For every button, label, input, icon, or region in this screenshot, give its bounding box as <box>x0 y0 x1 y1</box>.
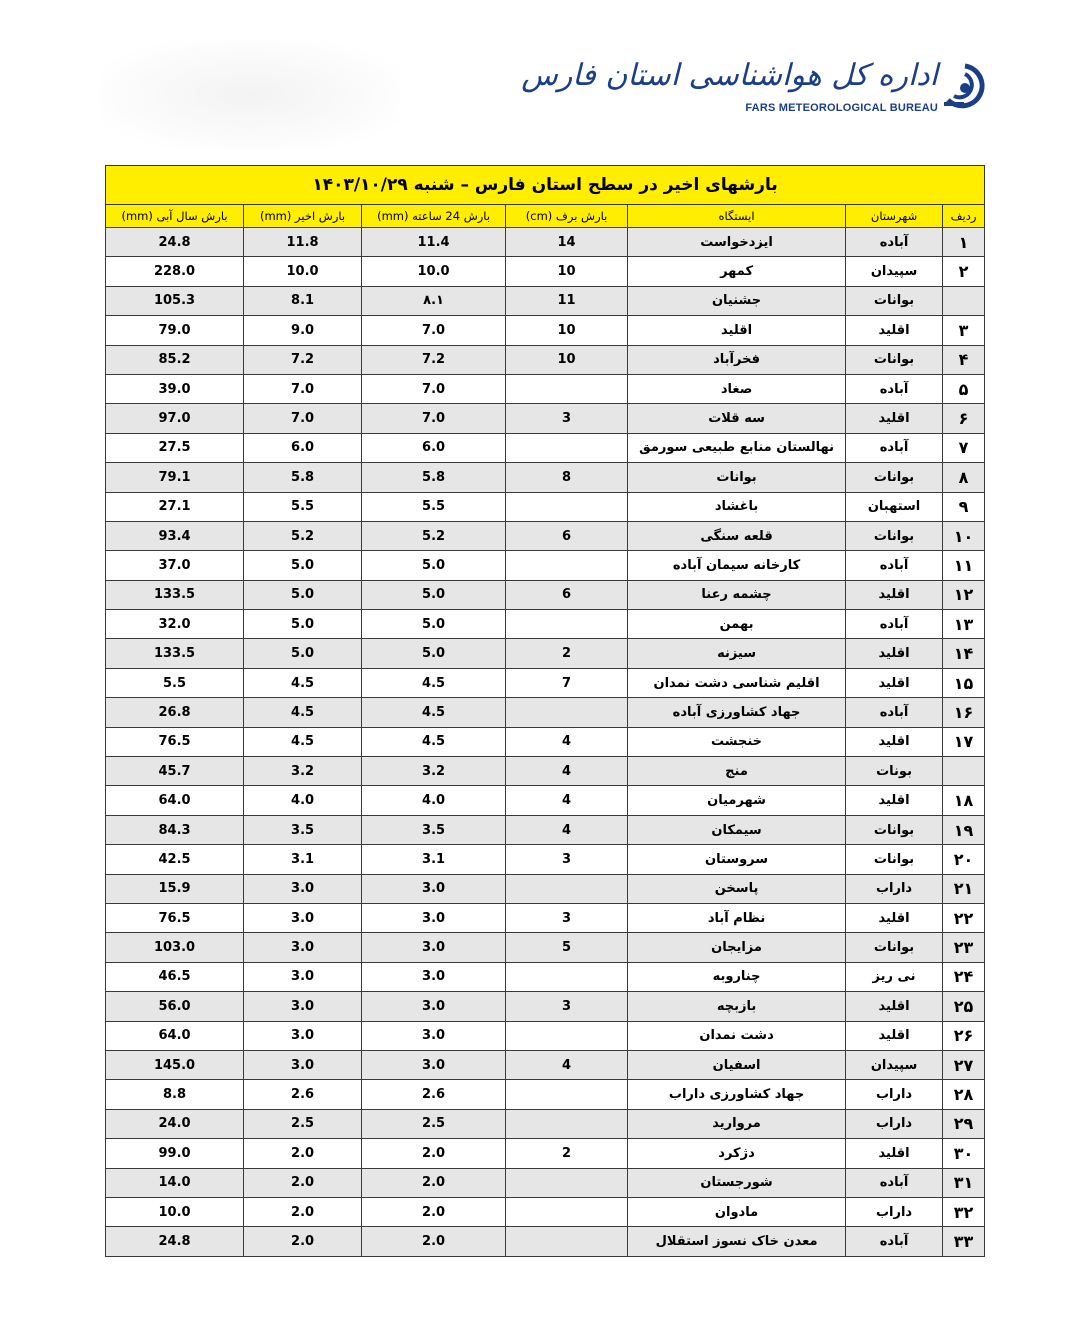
water-year-rain-cell: 26.8 <box>106 698 244 727</box>
snow-cell <box>506 374 628 403</box>
recent-rain-cell: 4.5 <box>244 727 362 756</box>
row-number: ۲۷ <box>943 1050 985 1079</box>
county-cell: آباده <box>846 1227 943 1257</box>
recent-rain-cell: 8.1 <box>244 286 362 315</box>
header-station: ایستگاه <box>628 205 846 228</box>
water-year-rain-cell: 97.0 <box>106 404 244 433</box>
row-number <box>943 757 985 786</box>
rainfall-table <box>105 165 985 1257</box>
row-number: ۳۰ <box>943 1139 985 1168</box>
recent-rain-cell: 2.6 <box>244 1080 362 1109</box>
snow-cell: 11 <box>506 286 628 315</box>
table-row <box>106 463 985 492</box>
rain-24h-cell: 7.0 <box>362 404 506 433</box>
county-cell: بوانات <box>846 286 943 315</box>
water-year-rain-cell: 99.0 <box>106 1139 244 1168</box>
water-year-rain-cell: 32.0 <box>106 610 244 639</box>
table-row <box>106 845 985 874</box>
recent-rain-cell: 3.0 <box>244 1021 362 1050</box>
row-number: ۳۲ <box>943 1197 985 1226</box>
header-county: شهرستان <box>846 205 943 228</box>
county-cell: اقلید <box>846 580 943 609</box>
row-number: ۲۶ <box>943 1021 985 1050</box>
water-year-rain-cell: 27.1 <box>106 492 244 521</box>
row-number: ۲۹ <box>943 1109 985 1138</box>
recent-rain-cell: 3.0 <box>244 903 362 932</box>
row-number: ۱۳ <box>943 610 985 639</box>
county-cell: اقلید <box>846 786 943 815</box>
water-year-rain-cell: 45.7 <box>106 757 244 786</box>
table-row <box>106 433 985 462</box>
snow-cell: 4 <box>506 1050 628 1079</box>
county-cell: داراب <box>846 1080 943 1109</box>
station-cell: اسفیان <box>628 1050 846 1079</box>
row-number: ۲۱ <box>943 874 985 903</box>
snow-cell <box>506 610 628 639</box>
county-cell: استهبان <box>846 492 943 521</box>
snow-cell: 3 <box>506 903 628 932</box>
recent-rain-cell: 5.8 <box>244 463 362 492</box>
water-year-rain-cell: 93.4 <box>106 521 244 550</box>
station-cell: ایزدخواست <box>628 228 846 257</box>
table-row <box>106 757 985 786</box>
rain-24h-cell: 5.2 <box>362 521 506 550</box>
table-row <box>106 492 985 521</box>
snow-cell <box>506 874 628 903</box>
snow-cell: 14 <box>506 228 628 257</box>
snow-cell: 4 <box>506 727 628 756</box>
recent-rain-cell: 3.1 <box>244 845 362 874</box>
row-number: ۱۹ <box>943 815 985 844</box>
county-cell: آباده <box>846 228 943 257</box>
snow-cell: 8 <box>506 463 628 492</box>
station-cell: شورجستان <box>628 1168 846 1197</box>
station-cell: دژکرد <box>628 1139 846 1168</box>
header-row-number: ردیف <box>943 205 985 228</box>
water-year-rain-cell: 133.5 <box>106 639 244 668</box>
rain-24h-cell: 4.5 <box>362 698 506 727</box>
table-row <box>106 1139 985 1168</box>
row-number: ۱۴ <box>943 639 985 668</box>
row-number: ۱۶ <box>943 698 985 727</box>
table-row <box>106 551 985 580</box>
rain-24h-cell: 5.0 <box>362 551 506 580</box>
rain-24h-cell: 2.0 <box>362 1168 506 1197</box>
recent-rain-cell: 3.5 <box>244 815 362 844</box>
snow-cell: 2 <box>506 1139 628 1168</box>
row-number: ۱ <box>943 228 985 257</box>
rain-24h-cell: 3.2 <box>362 757 506 786</box>
rain-24h-cell: 2.0 <box>362 1227 506 1257</box>
recent-rain-cell: 3.0 <box>244 1050 362 1079</box>
water-year-rain-cell: 76.5 <box>106 727 244 756</box>
table-row <box>106 815 985 844</box>
row-number: ۱۰ <box>943 521 985 550</box>
table-row <box>106 1168 985 1197</box>
row-number: ۲۸ <box>943 1080 985 1109</box>
rain-24h-cell: 3.0 <box>362 962 506 991</box>
water-year-rain-cell: 5.5 <box>106 668 244 697</box>
county-cell: اقلید <box>846 903 943 932</box>
row-number: ۸ <box>943 463 985 492</box>
recent-rain-cell: 5.0 <box>244 610 362 639</box>
table-row <box>106 639 985 668</box>
table-row <box>106 521 985 550</box>
station-cell: بوانات <box>628 463 846 492</box>
rain-24h-cell: 4.0 <box>362 786 506 815</box>
row-number: ۱۷ <box>943 727 985 756</box>
recent-rain-cell: 11.8 <box>244 228 362 257</box>
station-cell: مروارید <box>628 1109 846 1138</box>
snow-cell: 10 <box>506 316 628 345</box>
water-year-rain-cell: 24.8 <box>106 1227 244 1257</box>
table-row <box>106 1021 985 1050</box>
header-snow: بارش برف (cm) <box>506 205 628 228</box>
row-number: ۱۱ <box>943 551 985 580</box>
county-cell: داراب <box>846 1197 943 1226</box>
recent-rain-cell: 10.0 <box>244 257 362 286</box>
county-cell: سپیدان <box>846 1050 943 1079</box>
recent-rain-cell: 4.5 <box>244 698 362 727</box>
station-cell: مزایجان <box>628 933 846 962</box>
rain-24h-cell: 3.0 <box>362 992 506 1021</box>
recent-rain-cell: 7.2 <box>244 345 362 374</box>
recent-rain-cell: 2.0 <box>244 1197 362 1226</box>
station-cell: بازبچه <box>628 992 846 1021</box>
station-cell: قلعه سنگی <box>628 521 846 550</box>
rain-24h-cell: 3.0 <box>362 874 506 903</box>
bureau-name-fa: اداره کل هواشناسی استان فارس <box>521 58 938 93</box>
water-year-rain-cell: 10.0 <box>106 1197 244 1226</box>
bureau-logo <box>521 50 988 130</box>
snow-cell <box>506 962 628 991</box>
snow-cell: 7 <box>506 668 628 697</box>
water-year-rain-cell: 37.0 <box>106 551 244 580</box>
water-year-rain-cell: 76.5 <box>106 903 244 932</box>
recent-rain-cell: 5.0 <box>244 639 362 668</box>
station-cell: صغاد <box>628 374 846 403</box>
row-number: ۲ <box>943 257 985 286</box>
recent-rain-cell: 2.0 <box>244 1139 362 1168</box>
recent-rain-cell: 5.5 <box>244 492 362 521</box>
rain-24h-cell: 3.5 <box>362 815 506 844</box>
row-number <box>943 286 985 315</box>
water-year-rain-cell: 85.2 <box>106 345 244 374</box>
table-row <box>106 698 985 727</box>
county-cell: آباده <box>846 551 943 580</box>
table-header-row <box>106 205 985 228</box>
header-rain-24h: بارش 24 ساعته (mm) <box>362 205 506 228</box>
county-cell: اقلید <box>846 1139 943 1168</box>
water-year-rain-cell: 15.9 <box>106 874 244 903</box>
row-number: ۲۵ <box>943 992 985 1021</box>
county-cell: بوانات <box>846 815 943 844</box>
snow-cell: 4 <box>506 815 628 844</box>
rain-24h-cell: 7.0 <box>362 316 506 345</box>
rain-24h-cell: ۸.۱ <box>362 286 506 315</box>
county-cell: داراب <box>846 874 943 903</box>
row-number: ۵ <box>943 374 985 403</box>
rain-24h-cell: 4.5 <box>362 727 506 756</box>
rain-24h-cell: 10.0 <box>362 257 506 286</box>
recent-rain-cell: 5.0 <box>244 551 362 580</box>
table-row <box>106 228 985 257</box>
water-year-rain-cell: 39.0 <box>106 374 244 403</box>
county-cell: اقلید <box>846 727 943 756</box>
table-row <box>106 580 985 609</box>
table-row <box>106 1050 985 1079</box>
county-cell: بونات <box>846 757 943 786</box>
county-cell: بوانات <box>846 521 943 550</box>
rain-24h-cell: 2.0 <box>362 1197 506 1226</box>
station-cell: اقلید <box>628 316 846 345</box>
county-cell: اقلید <box>846 404 943 433</box>
station-cell: نظام آباد <box>628 903 846 932</box>
header-water-year-rain: بارش سال آبی (mm) <box>106 205 244 228</box>
table-row <box>106 610 985 639</box>
water-year-rain-cell: 228.0 <box>106 257 244 286</box>
county-cell: بوانات <box>846 463 943 492</box>
table-row <box>106 1109 985 1138</box>
rain-24h-cell: 11.4 <box>362 228 506 257</box>
station-cell: مادوان <box>628 1197 846 1226</box>
table-row <box>106 345 985 374</box>
row-number: ۲۲ <box>943 903 985 932</box>
station-cell: دشت نمدان <box>628 1021 846 1050</box>
water-year-rain-cell: 14.0 <box>106 1168 244 1197</box>
snow-cell <box>506 1021 628 1050</box>
rain-24h-cell: 3.0 <box>362 903 506 932</box>
station-cell: چشمه رعنا <box>628 580 846 609</box>
snow-cell <box>506 551 628 580</box>
table-row <box>106 1227 985 1257</box>
row-number: ۱۵ <box>943 668 985 697</box>
station-cell: کمهر <box>628 257 846 286</box>
recent-rain-cell: 4.0 <box>244 786 362 815</box>
station-cell: کارخانه سیمان آباده <box>628 551 846 580</box>
recent-rain-cell: 5.0 <box>244 580 362 609</box>
county-cell: آباده <box>846 374 943 403</box>
water-year-rain-cell: 8.8 <box>106 1080 244 1109</box>
table-row <box>106 933 985 962</box>
table-row <box>106 992 985 1021</box>
recent-rain-cell: 4.5 <box>244 668 362 697</box>
recent-rain-cell: 2.0 <box>244 1168 362 1197</box>
rain-24h-cell: 6.0 <box>362 433 506 462</box>
county-cell: آباده <box>846 1168 943 1197</box>
row-number: ۳۳ <box>943 1227 985 1257</box>
county-cell: داراب <box>846 1109 943 1138</box>
recent-rain-cell: 9.0 <box>244 316 362 345</box>
rain-24h-cell: 7.2 <box>362 345 506 374</box>
water-year-rain-cell: 24.0 <box>106 1109 244 1138</box>
county-cell: آباده <box>846 433 943 462</box>
row-number: ۳ <box>943 316 985 345</box>
row-number: ۷ <box>943 433 985 462</box>
snow-cell <box>506 492 628 521</box>
table-row <box>106 257 985 286</box>
rain-24h-cell: 7.0 <box>362 374 506 403</box>
snow-cell: 4 <box>506 757 628 786</box>
header-recent-rain: بارش اخیر (mm) <box>244 205 362 228</box>
table-row <box>106 1080 985 1109</box>
water-year-rain-cell: 105.3 <box>106 286 244 315</box>
county-cell: آباده <box>846 698 943 727</box>
rain-24h-cell: 5.8 <box>362 463 506 492</box>
snow-cell <box>506 1109 628 1138</box>
bureau-name-en: FARS METEOROLOGICAL BUREAU <box>745 102 938 114</box>
station-cell: شهرمیان <box>628 786 846 815</box>
snow-cell: 10 <box>506 257 628 286</box>
snow-cell: 5 <box>506 933 628 962</box>
recent-rain-cell: 3.0 <box>244 874 362 903</box>
table-row <box>106 374 985 403</box>
rain-24h-cell: 5.0 <box>362 639 506 668</box>
recent-rain-cell: 3.0 <box>244 992 362 1021</box>
county-cell: اقلید <box>846 639 943 668</box>
row-number: ۲۰ <box>943 845 985 874</box>
water-year-rain-cell: 133.5 <box>106 580 244 609</box>
water-year-rain-cell: 46.5 <box>106 962 244 991</box>
county-cell: سپیدان <box>846 257 943 286</box>
bureau-emblem-icon <box>942 62 988 116</box>
station-cell: چناروبه <box>628 962 846 991</box>
table-row <box>106 668 985 697</box>
snow-cell <box>506 1197 628 1226</box>
recent-rain-cell: 2.5 <box>244 1109 362 1138</box>
row-number: ۲۳ <box>943 933 985 962</box>
station-cell: منج <box>628 757 846 786</box>
blurred-stamp-area <box>100 40 400 150</box>
station-cell: سه قلات <box>628 404 846 433</box>
snow-cell: 3 <box>506 845 628 874</box>
table-row <box>106 874 985 903</box>
row-number: ۶ <box>943 404 985 433</box>
snow-cell: 10 <box>506 345 628 374</box>
station-cell: باغشاد <box>628 492 846 521</box>
row-number: ۴ <box>943 345 985 374</box>
county-cell: اقلید <box>846 668 943 697</box>
county-cell: بوانات <box>846 933 943 962</box>
row-number: ۳۱ <box>943 1168 985 1197</box>
table-row <box>106 727 985 756</box>
station-cell: معدن خاک نسوز استقلال <box>628 1227 846 1257</box>
water-year-rain-cell: 79.0 <box>106 316 244 345</box>
rain-24h-cell: 2.6 <box>362 1080 506 1109</box>
county-cell: آباده <box>846 610 943 639</box>
station-cell: فخرآباد <box>628 345 846 374</box>
snow-cell <box>506 1227 628 1257</box>
snow-cell: 3 <box>506 404 628 433</box>
rain-24h-cell: 5.5 <box>362 492 506 521</box>
station-cell: جهاد کشاورزی داراب <box>628 1080 846 1109</box>
county-cell: بوانات <box>846 845 943 874</box>
water-year-rain-cell: 64.0 <box>106 1021 244 1050</box>
row-number: ۱۲ <box>943 580 985 609</box>
station-cell: جهاد کشاورزی آباده <box>628 698 846 727</box>
recent-rain-cell: 5.2 <box>244 521 362 550</box>
station-cell: سیزنه <box>628 639 846 668</box>
snow-cell: 3 <box>506 992 628 1021</box>
water-year-rain-cell: 103.0 <box>106 933 244 962</box>
snow-cell <box>506 698 628 727</box>
water-year-rain-cell: 84.3 <box>106 815 244 844</box>
station-cell: خنجشت <box>628 727 846 756</box>
table-row <box>106 786 985 815</box>
water-year-rain-cell: 64.0 <box>106 786 244 815</box>
recent-rain-cell: 3.2 <box>244 757 362 786</box>
rain-24h-cell: 2.0 <box>362 1139 506 1168</box>
county-cell: اقلید <box>846 992 943 1021</box>
water-year-rain-cell: 24.8 <box>106 228 244 257</box>
rain-24h-cell: 3.0 <box>362 1050 506 1079</box>
row-number: ۹ <box>943 492 985 521</box>
county-cell: نی ریز <box>846 962 943 991</box>
table-row <box>106 962 985 991</box>
rain-24h-cell: 3.0 <box>362 1021 506 1050</box>
snow-cell <box>506 1168 628 1197</box>
station-cell: جشنیان <box>628 286 846 315</box>
recent-rain-cell: 7.0 <box>244 374 362 403</box>
table-row <box>106 286 985 315</box>
snow-cell: 2 <box>506 639 628 668</box>
rain-24h-cell: 4.5 <box>362 668 506 697</box>
table-title: بارشهای اخیر در سطح استان فارس – شنبه ۱۴۰۳/۱۰/۲۹ <box>106 166 985 205</box>
snow-cell: 4 <box>506 786 628 815</box>
recent-rain-cell: 2.0 <box>244 1227 362 1257</box>
table-row <box>106 903 985 932</box>
county-cell: اقلید <box>846 1021 943 1050</box>
water-year-rain-cell: 42.5 <box>106 845 244 874</box>
snow-cell <box>506 433 628 462</box>
rain-24h-cell: 2.5 <box>362 1109 506 1138</box>
snow-cell: 6 <box>506 521 628 550</box>
county-cell: اقلید <box>846 316 943 345</box>
recent-rain-cell: 3.0 <box>244 962 362 991</box>
station-cell: سیمکان <box>628 815 846 844</box>
water-year-rain-cell: 79.1 <box>106 463 244 492</box>
water-year-rain-cell: 145.0 <box>106 1050 244 1079</box>
recent-rain-cell: 6.0 <box>244 433 362 462</box>
station-cell: پاسخن <box>628 874 846 903</box>
station-cell: اقلیم شناسی دشت نمدان <box>628 668 846 697</box>
snow-cell: 6 <box>506 580 628 609</box>
table-row <box>106 1197 985 1226</box>
snow-cell <box>506 1080 628 1109</box>
water-year-rain-cell: 56.0 <box>106 992 244 1021</box>
county-cell: بوانات <box>846 345 943 374</box>
recent-rain-cell: 7.0 <box>244 404 362 433</box>
rain-24h-cell: 3.0 <box>362 933 506 962</box>
station-cell: سروستان <box>628 845 846 874</box>
table-row <box>106 316 985 345</box>
table-row <box>106 404 985 433</box>
rain-24h-cell: 5.0 <box>362 580 506 609</box>
rain-24h-cell: 3.1 <box>362 845 506 874</box>
recent-rain-cell: 3.0 <box>244 933 362 962</box>
station-cell: نهالستان منابع طبیعی سورمق <box>628 433 846 462</box>
row-number: ۱۸ <box>943 786 985 815</box>
water-year-rain-cell: 27.5 <box>106 433 244 462</box>
rain-24h-cell: 5.0 <box>362 610 506 639</box>
station-cell: بهمن <box>628 610 846 639</box>
row-number: ۲۴ <box>943 962 985 991</box>
